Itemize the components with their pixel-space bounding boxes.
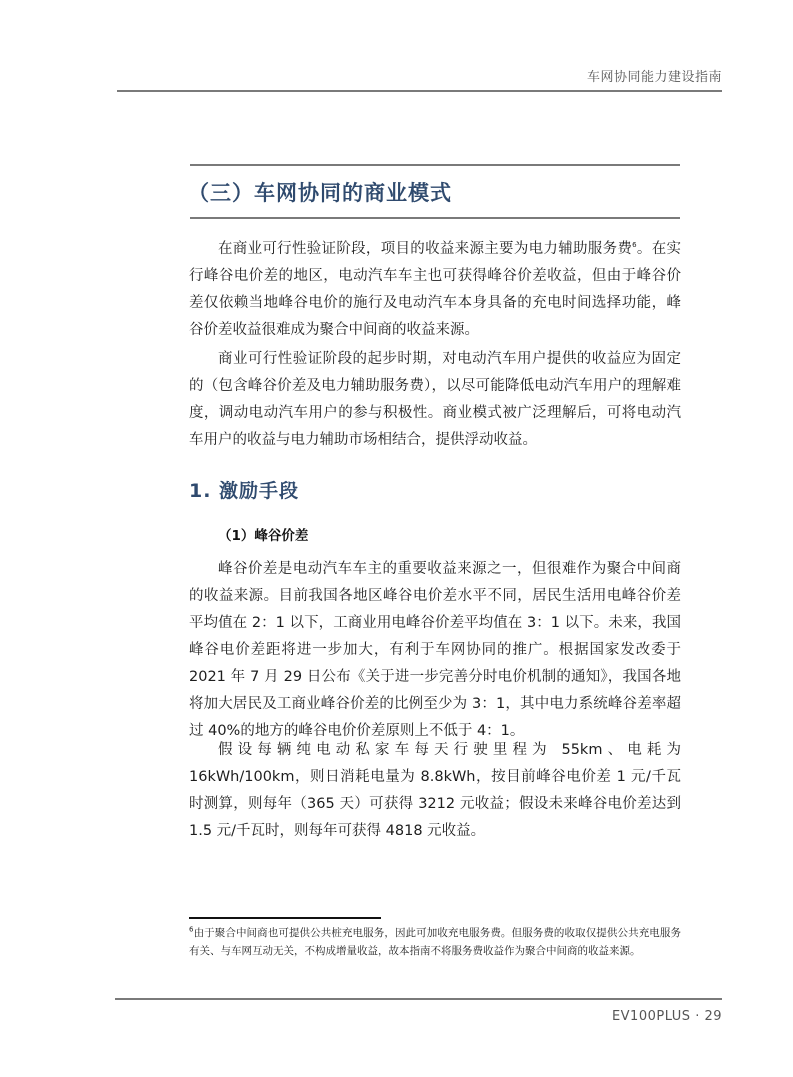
footnote-6 <box>189 924 681 960</box>
paragraph-peak-valley-spread: 峰谷价差是电动汽车车主的重要收益来源之一，但很难作为聚合中间商的收益来源。目前我国各地区峰谷电价差水平不同，居民生活用电峰谷价差平均值在 2：1 以下，工商业用电峰谷价差平均值在 3：1 以下。未来，我国峰谷电价差距将进一步加大，有利于车网协同的推广。根据国家发改委于 2021 年 7 月 29 日公布《关于进一步完善分时电价机制的通知》，我国各地将加大居民及工商业峰谷价差的比例至少为 3：1，其中电力系统峰谷差率超过 40%的地方的峰谷电价价差原则上不低于 4：1。 <box>189 561 681 739</box>
section-title-bottom-rule <box>190 217 680 219</box>
footnote-marker: 6 <box>189 925 194 934</box>
paragraph-text: 在商业可行性验证阶段，项目的收益来源主要为电力辅助服务费 <box>218 241 633 257</box>
section-title: （三）车网协同的商业模式 <box>188 181 452 205</box>
item-title-peak-valley-spread: （1）峰谷价差 <box>218 528 309 544</box>
subsection-title-incentives: 1. 激励手段 <box>189 480 300 502</box>
section-title-top-rule <box>190 164 680 166</box>
footer-divider <box>115 998 722 1000</box>
paragraph-text: 。在实行峰谷电价差的地区，电动汽车车主也可获得峰谷价差收益，但由于峰谷价差仅依赖当地峰谷电价的施行及电动汽车本身具备的充电时间选择功能，峰谷价差收益很难成为聚合中间商的收益来源。 <box>189 241 681 338</box>
running-header-title: 车网协同能力建设指南 <box>586 70 722 85</box>
paragraph-revenue-calculation: 假设每辆纯电动私家车每天行驶里程为 55km、电耗为 16kWh/100km，则日消耗电量为 8.8kWh，按目前峰谷电价差 1 元/千瓦时测算，则每年（365 天）可获得 3212 元收益；假设未来峰谷电价差达到 1.5 元/千瓦时，则每年可获得 4818 元收益。 <box>189 742 681 839</box>
header-divider <box>117 90 722 92</box>
footnote-reference-6[interactable]: 6 <box>632 241 637 250</box>
footnote-divider <box>189 917 381 919</box>
paragraph-early-stage-fixed-revenue: 商业可行性验证阶段的起步时期，对电动汽车用户提供的收益应为固定的（包含峰谷价差及电力辅助服务费），以尽可能降低电动汽车用户的理解难度，调动电动汽车用户的参与积极性。商业模式被广泛理解后，可将电动汽车用户的收益与电力辅助市场相结合，提供浮动收益。 <box>189 351 681 448</box>
footnote-body: 由于聚合中间商也可提供公共桩充电服务，因此可加收充电服务费。但服务费的收取仅提供公共充电服务有关、与车网互动无关，不构成增量收益，故本指南不将服务费收益作为聚合中间商的收益来源。 <box>189 927 681 957</box>
page-footer-number: EV100PLUS · 29 <box>611 1009 722 1024</box>
paragraph-validation-stage-revenue <box>189 236 681 344</box>
